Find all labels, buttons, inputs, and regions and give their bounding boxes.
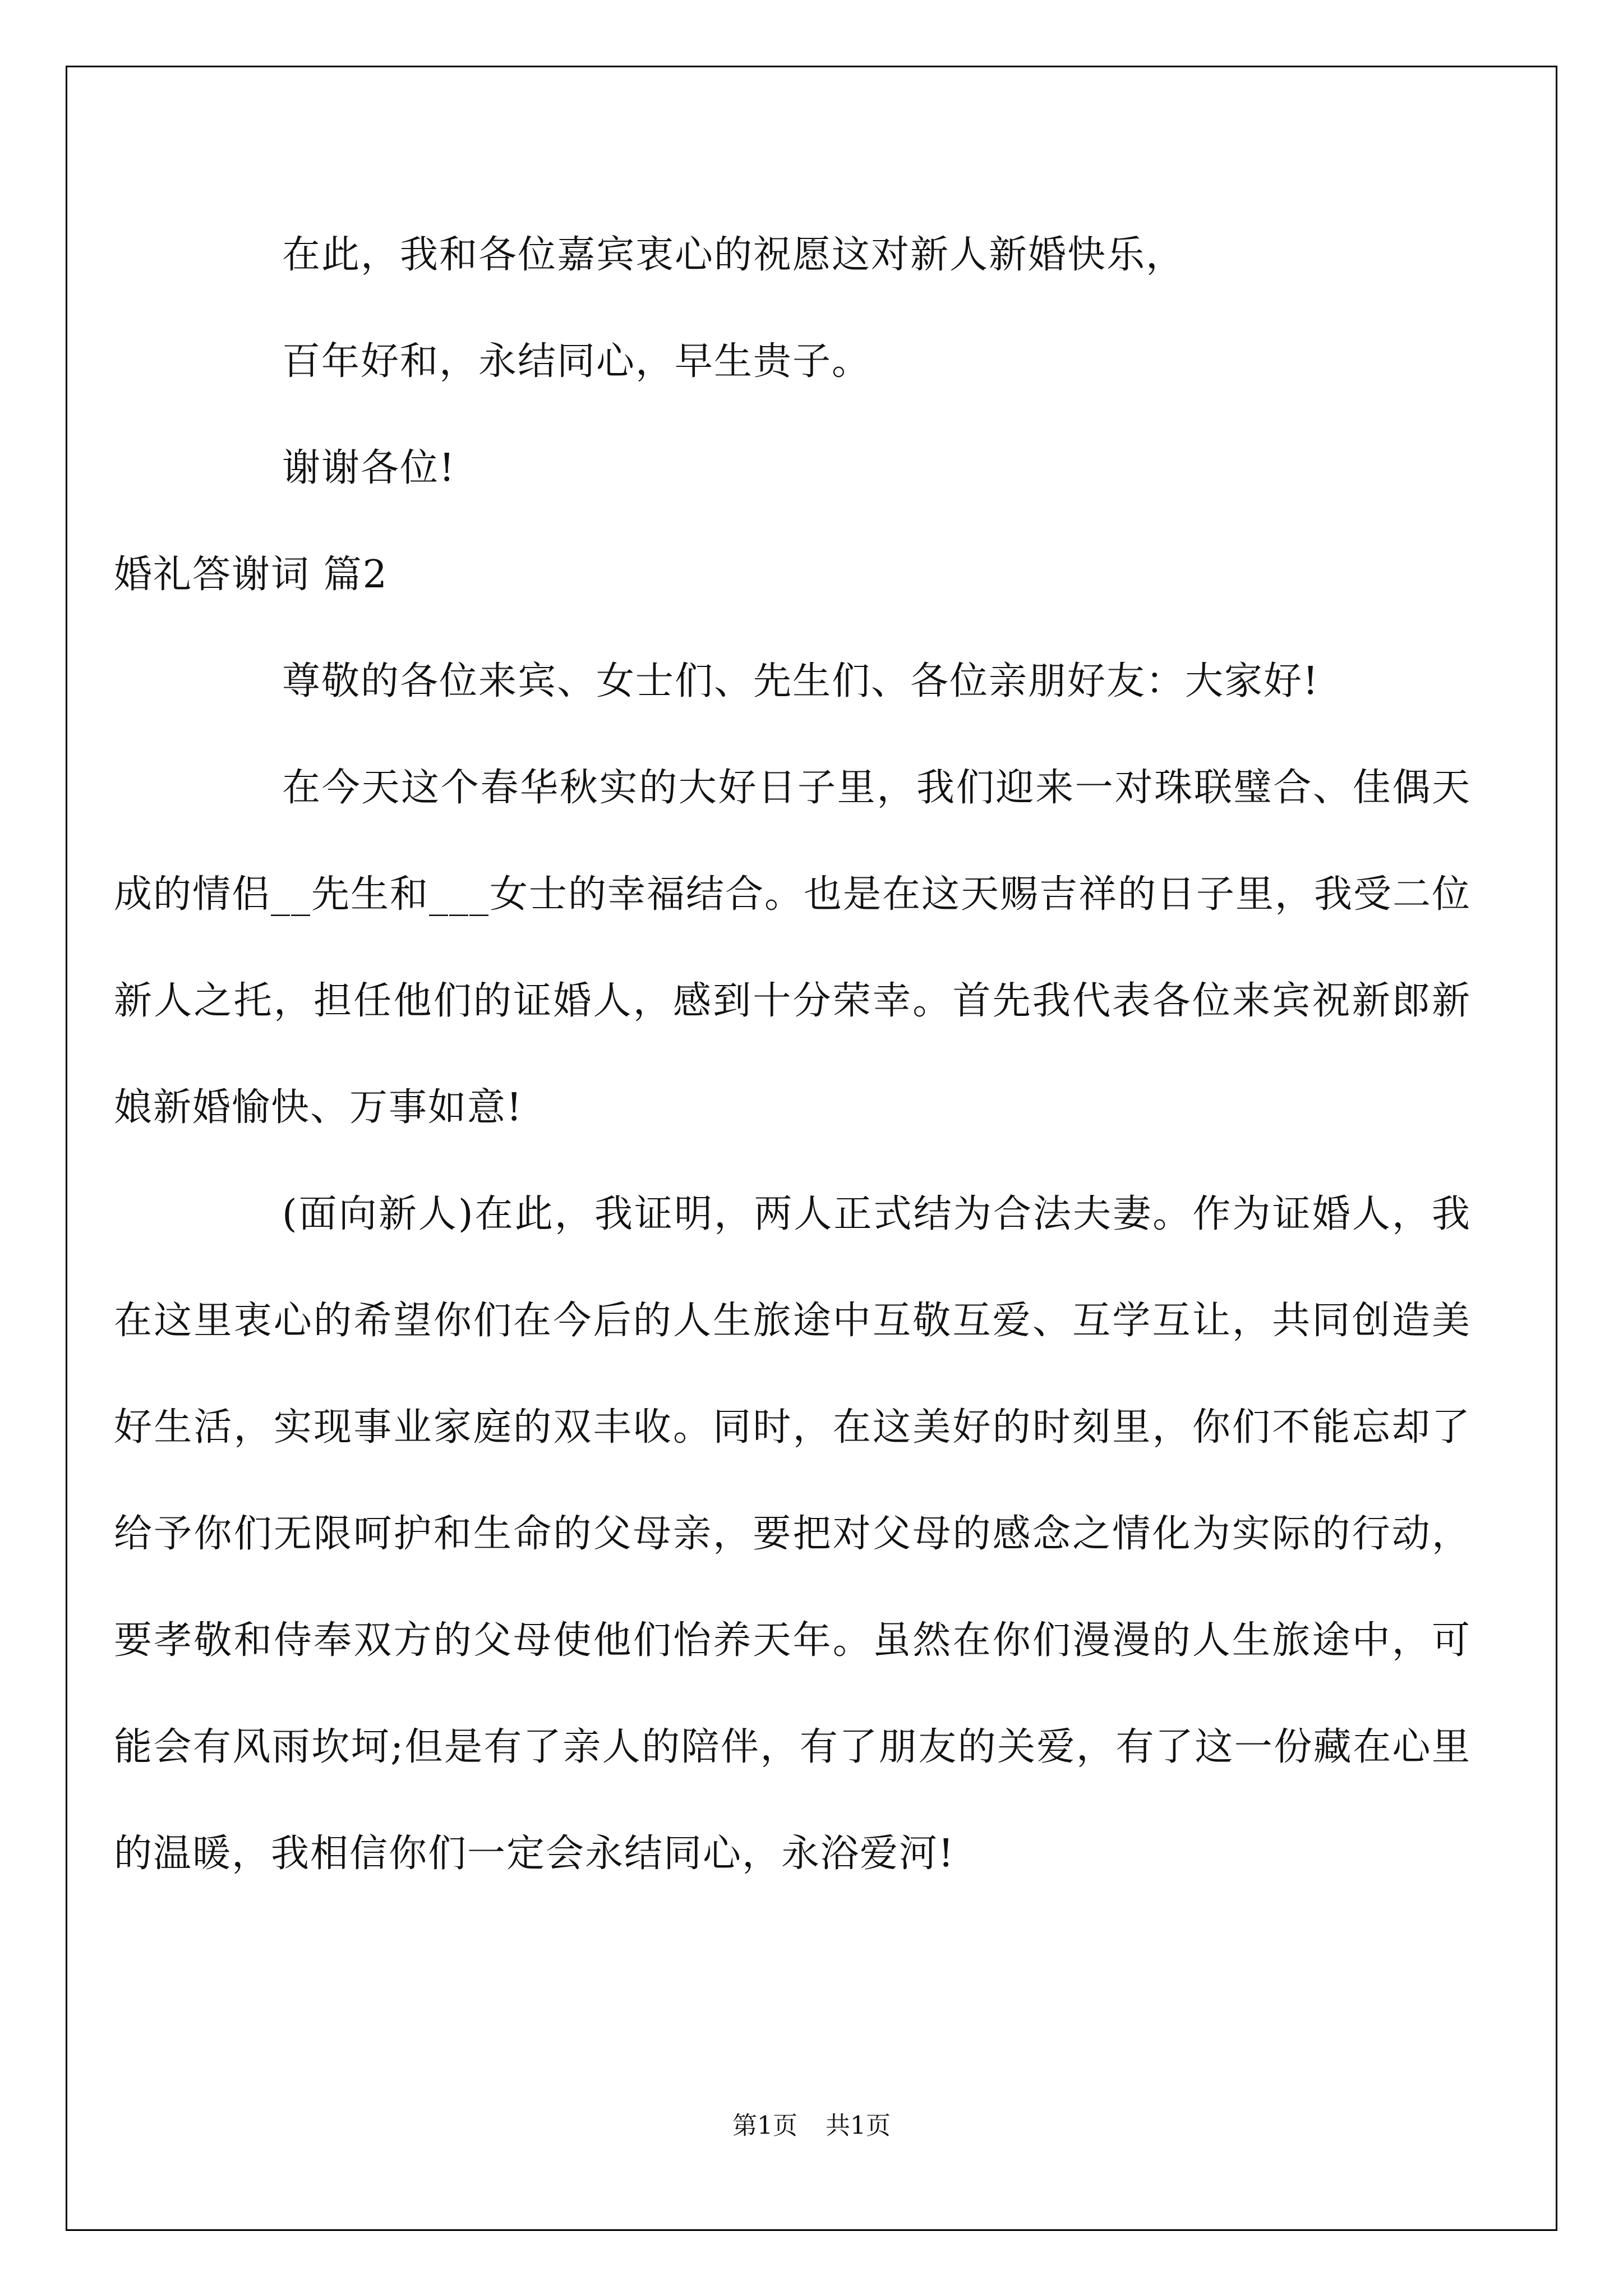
paragraph: 在今天这个春华秋实的大好日子里，我们迎来一对珠联璧合、佳偶天成的情侣__先生和___女士的幸福结合。也是在这天赐吉祥的日子里，我受二位新人之托，担任他们的证婚人，感到十分荣幸。首先我代表各位来宾祝新郎新娘新婚愉快、万事如意! [114, 766, 1472, 1130]
paragraph: 谢谢各位! [282, 446, 456, 490]
paragraph: (面向新人)在此，我证明，两人正式结为合法夫妻。作为证婚人，我在这里衷心的希望你们在今后的人生旅途中互敬互爱、互学互让，共同创造美好生活，实现事业家庭的双丰收。同时，在这美好的时刻里，你们不能忘却了给予你们无限呵护和生命的父母亲，要把对父母的感念之情化为实际的行动，要孝敬和侍奉双方的父母使他们怡养天年。虽然在你们漫漫的人生旅途中，可能会有风雨坎坷;但是有了亲人的陪伴，有了朋友的关爱，有了这一份藏在心里的温暖，我相信你们一定会永结同心，永浴爱河! [114, 1192, 1471, 1876]
page-footer [0, 2105, 1623, 2141]
paragraph: 百年好和，永结同心，早生贵子。 [282, 339, 872, 384]
section-heading: 婚礼答谢词 篇2 [114, 553, 388, 597]
paragraph: 尊敬的各位来宾、女士们、先生们、各位亲朋好友：大家好! [282, 659, 1320, 703]
page-total: 共1页 [826, 2111, 891, 2140]
paragraph: 在此，我和各位嘉宾衷心的祝愿这对新人新婚快乐， [282, 233, 1186, 277]
page-number: 第1页 [732, 2111, 797, 2140]
document-body [114, 202, 1472, 1907]
